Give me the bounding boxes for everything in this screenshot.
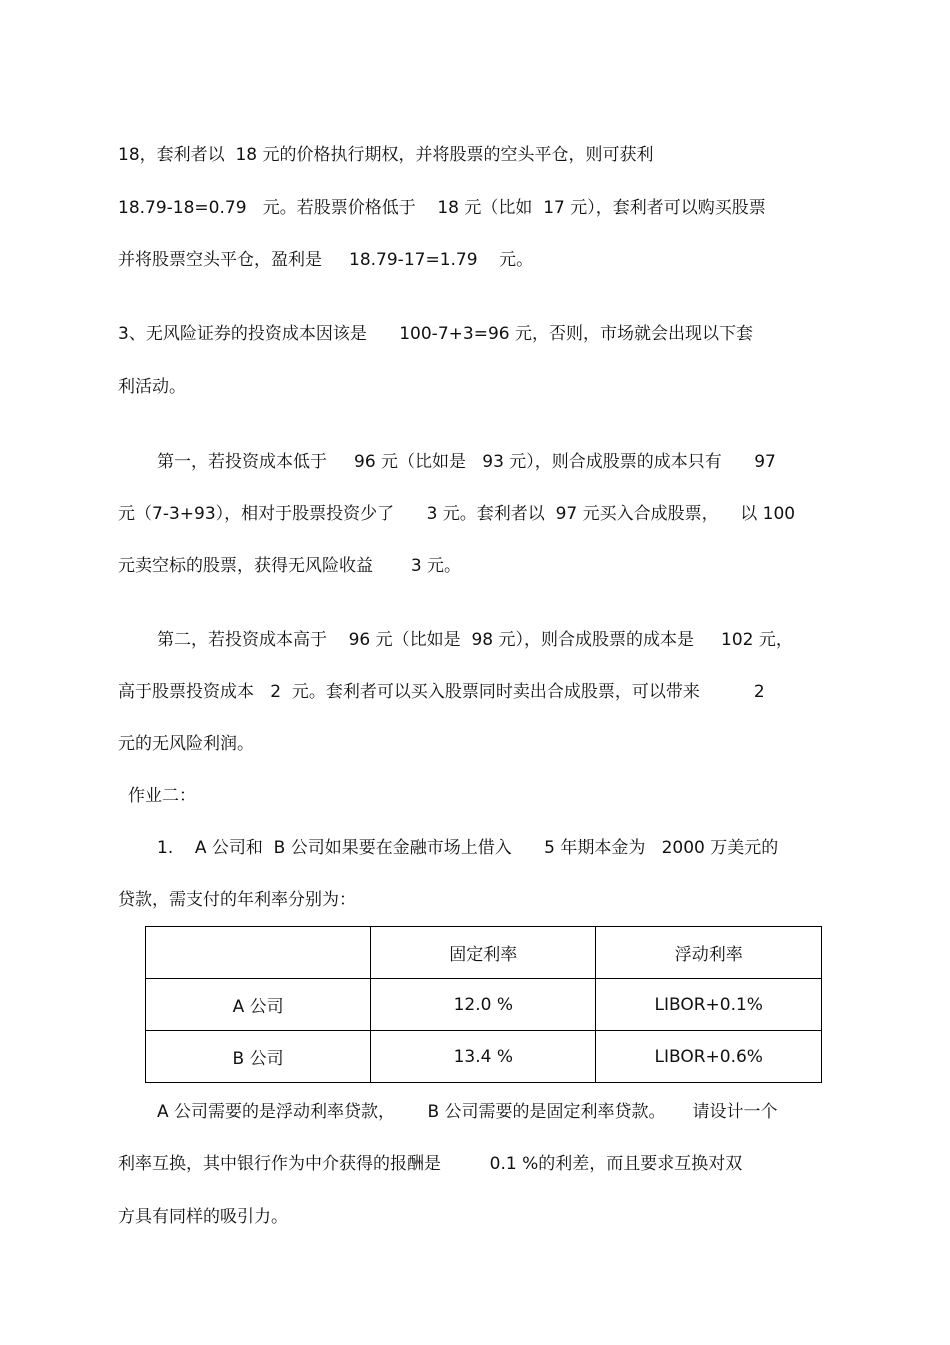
table-cell: B 公司	[146, 1031, 371, 1083]
table-row	[146, 979, 822, 1031]
section-heading: 作业二：	[128, 786, 196, 806]
paragraph-line: A 公司需要的是浮动利率贷款， B 公司需要的是固定利率贷款。 请设计一个	[157, 1102, 778, 1122]
table-header-cell	[146, 927, 371, 979]
table-cell: A 公司	[146, 979, 371, 1031]
interest-rate-table	[145, 926, 822, 1083]
table-cell: LIBOR+0.1%	[596, 979, 822, 1031]
paragraph-line: 并将股票空头平仓，盈利是 18.79-17=1.79 元。	[118, 250, 534, 270]
table-cell: 13.4 %	[371, 1031, 596, 1083]
table-header-cell: 浮动利率	[596, 927, 822, 979]
paragraph-line: 18，套利者以 18 元的价格执行期权，并将股票的空头平仓，则可获利	[118, 145, 654, 165]
paragraph-line: 第二，若投资成本高于 96 元（比如是 98 元），则合成股票的成本是 102 元，	[157, 630, 793, 650]
paragraph-line: 元卖空标的股票，获得无风险收益 3 元。	[118, 556, 462, 576]
paragraph-line: 高于股票投资成本 2 元。套利者可以买入股票同时卖出合成股票，可以带来 2	[118, 682, 765, 702]
table-row	[146, 1031, 822, 1083]
paragraph-line: 第一，若投资成本低于 96 元（比如是 93 元），则合成股票的成本只有 97	[157, 452, 776, 472]
paragraph-line: 利活动。	[118, 377, 186, 397]
paragraph-line: 3、无风险证券的投资成本因该是 100-7+3=96 元，否则，市场就会出现以下套	[118, 324, 753, 344]
table-header-row	[146, 927, 822, 979]
paragraph-line: 元的无风险利润。	[118, 734, 254, 754]
table-cell: 12.0 %	[371, 979, 596, 1031]
paragraph-line: 18.79-18=0.79 元。若股票价格低于 18 元（比如 17 元），套利者可以购买股票	[118, 198, 766, 218]
table-cell: LIBOR+0.6%	[596, 1031, 822, 1083]
paragraph-line: 方具有同样的吸引力。	[118, 1207, 288, 1227]
question-line: 贷款，需支付的年利率分别为：	[118, 890, 356, 910]
question-line: 1. A 公司和 B 公司如果要在金融市场上借入 5 年期本金为 2000 万美元的	[157, 838, 779, 858]
paragraph-line: 利率互换，其中银行作为中介获得的报酬是 0.1 %的利差，而且要求互换对双	[118, 1154, 743, 1174]
paragraph-line: 元（7-3+93），相对于股票投资少了 3 元。套利者以 97 元买入合成股票， 以 100	[118, 504, 796, 524]
table-header-cell: 固定利率	[371, 927, 596, 979]
